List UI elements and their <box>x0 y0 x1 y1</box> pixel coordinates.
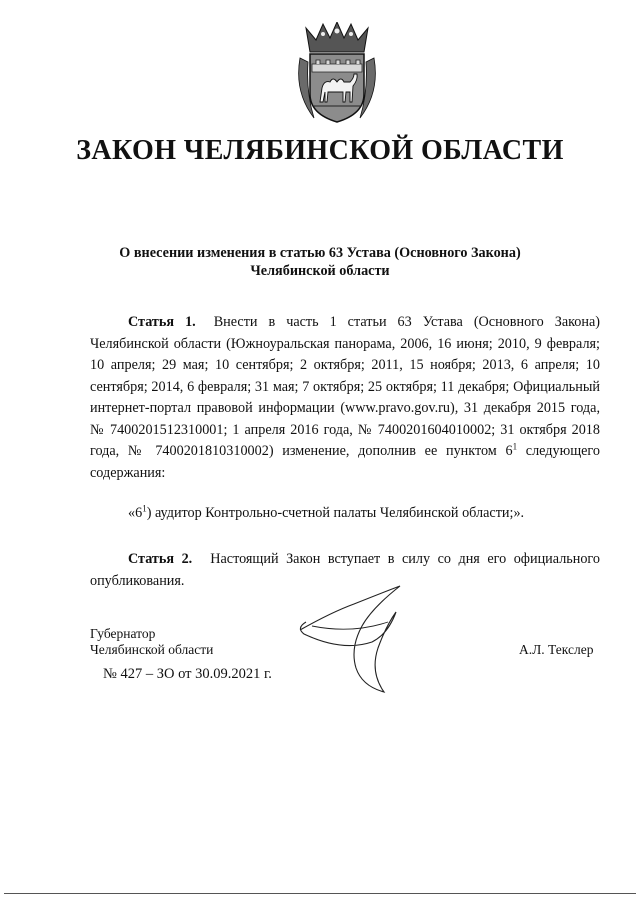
document-subtitle <box>90 244 550 280</box>
coat-of-arms-icon <box>296 22 378 126</box>
article-1-label: Статья 1. <box>128 314 196 330</box>
article-2-text: Настоящий Закон вступает в силу со дня его официального опубликования. <box>90 551 600 589</box>
subtitle-line: О внесении изменения в статью 63 Устава (Основного Закона) <box>119 245 521 261</box>
governor-line: Челябинской области <box>90 642 214 657</box>
article-1-paragraph <box>90 312 600 484</box>
document-title: ЗАКОН ЧЕЛЯБИНСКОЙ ОБЛАСТИ <box>76 135 564 166</box>
registration-number: № 427 – ЗО от 30.09.2021 г. <box>103 666 272 682</box>
article-1-quote <box>90 503 600 525</box>
signer-name: А.Л. Текслер <box>519 642 594 657</box>
superscript: 1 <box>512 441 518 452</box>
article-1-text-end: следующего содержания: <box>90 443 600 481</box>
quote-text-end: ) аудитор Контрольно-счетной палаты Челябинской области;». <box>146 505 525 521</box>
footer-divider <box>4 893 636 894</box>
superscript: 1 <box>142 503 147 514</box>
subtitle-line: Челябинской области <box>250 263 390 279</box>
governor-title <box>90 626 213 658</box>
handwritten-signature <box>292 582 422 694</box>
article-1-text: Внести в часть 1 статьи 63 Устава (Основного Закона) Челябинской области (Южноуральская панорама, 2006, 16 июня; 2010, 9 февраля; 10 апреля; 29 мая; 10 сентября; 2 октября; 2011, 15 ноября; 2013, 6 апреля; 10 сентября; 2014, 6 февраля; 31 мая; 7 октября; 25 октября; 11 декабря; Официальный интернет-портал правовой информации (www.pravo.gov.ru), 31 декабря 2015 года, № 7400201512310001; 1 апреля 2016 года, № 7400201604010002; 31 октября 2018 года, № 7400201810310002) изменение, дополнив ее пунктом 6 <box>90 314 601 459</box>
article-2-label: Статья 2. <box>128 551 193 567</box>
quote-text: «6 <box>128 505 143 521</box>
governor-line: Губернатор <box>90 626 156 641</box>
